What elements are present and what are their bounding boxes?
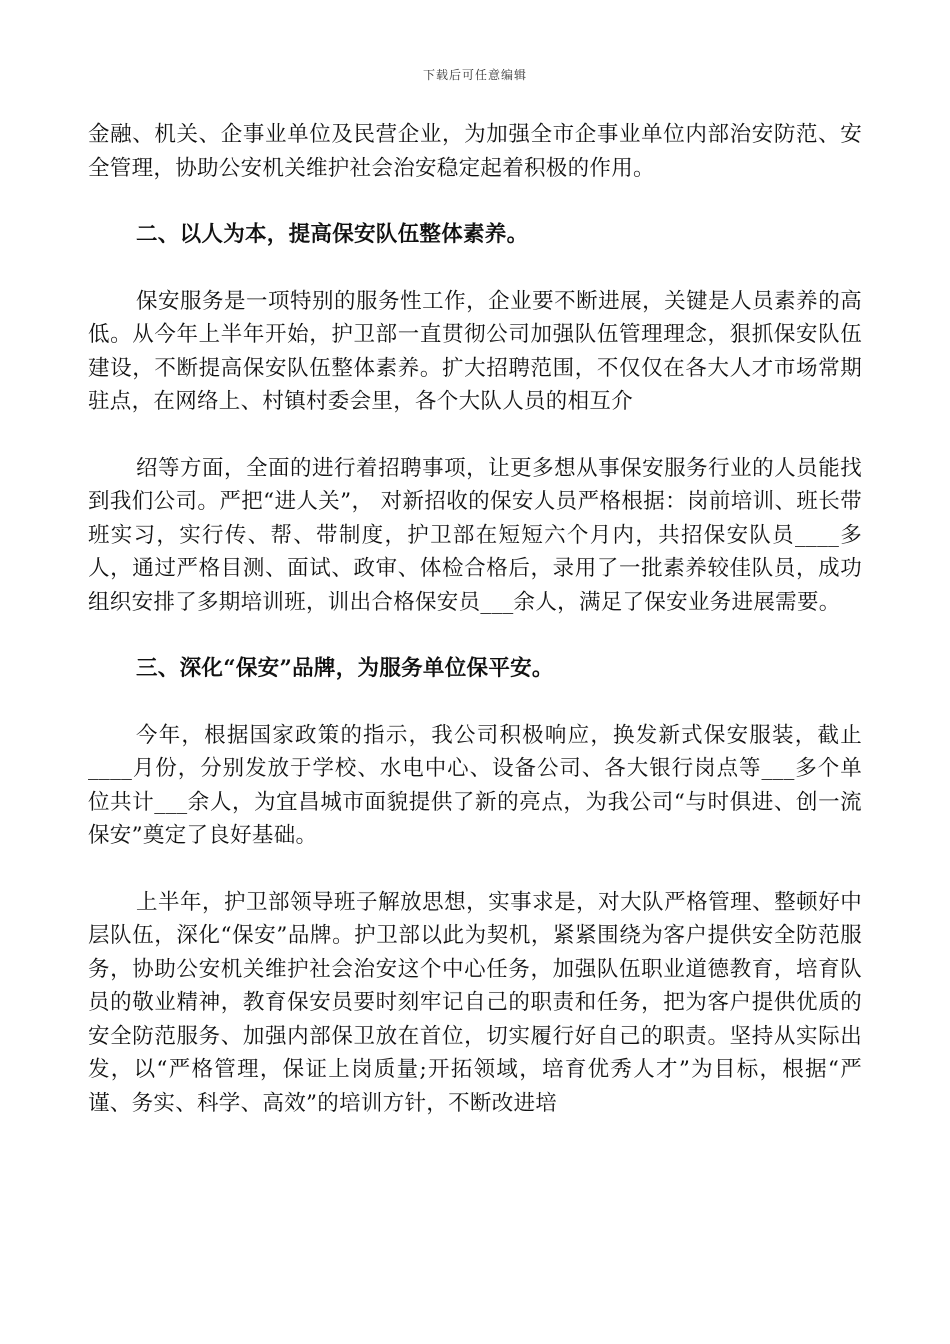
paragraph-uniforms: 今年，根据国家政策的指示，我公司积极响应，换发新式保安服装，截止____月份，分别发放于学校、水电中心、设备公司、各大银行岗点等___多个单位共计___余人，为宜昌城市面貌提供了新的亮点，为我公司“与时俱进、创一流保安”奠定了良好基础。 <box>88 722 862 848</box>
paragraph-recruitment: 绍等方面，全面的进行着招聘事项，让更多想从事保安服务行业的人员能找到我们公司。严把“进人关”， 对新招收的保安人员严格根据：岗前培训、班长带班实习，实行传、帮、带制度，护卫部在短短六个月内，共招保安队员____多人，通过严格目测、面试、政审、体检合格后，录用了一批素养较佳队员，成功组织安排了多期培训班，训出合格保安员___余人，满足了保安业务进展需要。 <box>88 455 862 615</box>
page-header: 下载后可任意编辑 <box>422 68 527 82</box>
paragraph-continuation: 金融、机关、企事业单位及民营企业，为加强全市企事业单位内部治安防范、安全管理，协助公安机关维护社会治安稳定起着积极的作用。 <box>88 122 862 181</box>
section-heading-3: 三、深化“保安”品牌，为服务单位保平安。 <box>136 656 554 681</box>
document-body <box>88 118 862 1120</box>
section-heading-2: 二、以人为本，提高保安队伍整体素养。 <box>136 222 529 247</box>
paragraph-management: 上半年，护卫部领导班子解放思想，实事求是，对大队严格管理、整顿好中层队伍，深化“保安”品牌。护卫部以此为契机，紧紧围绕为客户提供安全防范服务，协助公安机关维护社会治安这个中心任务，加强队伍职业道德教育，培育队员的敬业精神，教育保安员要时刻牢记自己的职责和任务，把为客户提供优质的安全防范服务、加强内部保卫放在首位，切实履行好自己的职责。坚持从实际出发，以“严格管理，保证上岗质量;开拓领域，培育优秀人才”为目标，根据“严谨、务实、科学、高效”的培训方针，不断改进培 <box>88 889 862 1116</box>
paragraph-security-service: 保安服务是一项特别的服务性工作，企业要不断进展，关键是人员素养的高低。从今年上半年开始，护卫部一直贯彻公司加强队伍管理理念，狠抓保安队伍建设，不断提高保安队伍整体素养。扩大招聘范围，不仅仅在各大人才市场常期驻点，在网络上、村镇村委会里，各个大队人员的相互介 <box>88 288 862 414</box>
